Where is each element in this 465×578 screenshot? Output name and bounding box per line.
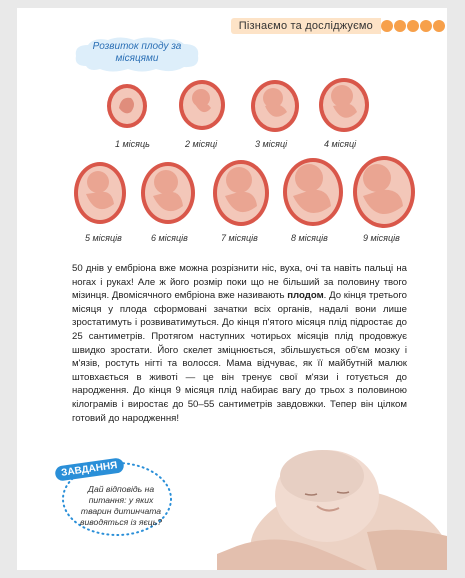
embryo-month-4-illustration <box>317 76 371 134</box>
article-text-part-2: . До кінця третього місяця у плода сформовані зачатки всіх органів, надалі вони лише зростатимуть і розвиватимуться. До кінця п'ятого місяця плід підростає до 25 сантиметрів. Протягом наступних чотирьох місяців плід продовжує швидко зростати. Його скелет зміцнюється, збільшується об'єм мозку і м'язів, ростуть нігті та волосся. Мама відчуває, як її майбутній малюк штовхається в животі — це він тренує свої м'язи і готується до народження. До кінця 9 місяця плід набирає вагу до трьох з половиною кілограмів і виростає до 50–55 сантиметрів завдовжки. Тепер він цілком готовий до народження! <box>72 290 407 424</box>
embryo-month-2-illustration <box>177 78 227 132</box>
embryo-month-6-illustration <box>139 160 197 226</box>
article-term: плодом <box>287 290 324 302</box>
diagram-title: Розвиток плоду за місяцями <box>92 41 182 64</box>
embryo-month-3-illustration <box>249 78 301 134</box>
article-text-part-1: 50 днів у ембріона вже можна розрізнити ніс, вуха, очі та навіть пальці на ногах і руках! Але ж його розмір поки що не більший за половину твого мізинця. Двомісячного ембріона вже називають <box>72 263 407 302</box>
task-question: Дай відповідь на питання: у яких тварин дитинчата виводяться із яєць? <box>80 484 162 527</box>
month-3-label: 3 місяці <box>255 139 288 149</box>
diagram-title-cloud <box>72 36 202 74</box>
month-1-label: 1 місяць <box>115 139 150 149</box>
decorative-dots <box>381 20 447 32</box>
month-8-label: 8 місяців <box>291 233 328 243</box>
embryo-month-1-illustration <box>105 82 149 130</box>
embryo-month-5-illustration <box>72 160 128 226</box>
month-9-label: 9 місяців <box>363 233 400 243</box>
newborn-baby-photo <box>217 436 447 570</box>
embryo-month-9-illustration <box>351 154 417 230</box>
month-4-label: 4 місяці <box>324 139 357 149</box>
task-badge: ЗАВДАННЯ <box>54 457 124 481</box>
book-page <box>17 8 447 570</box>
section-title: Пізнаємо та досліджуємо <box>231 18 381 34</box>
embryo-month-7-illustration <box>211 158 271 228</box>
month-7-label: 7 місяців <box>221 233 258 243</box>
month-5-label: 5 місяців <box>85 233 122 243</box>
article-paragraph <box>72 262 407 425</box>
month-6-label: 6 місяців <box>151 233 188 243</box>
section-header <box>231 16 447 36</box>
month-2-label: 2 місяці <box>185 139 218 149</box>
embryo-month-8-illustration <box>281 156 345 228</box>
